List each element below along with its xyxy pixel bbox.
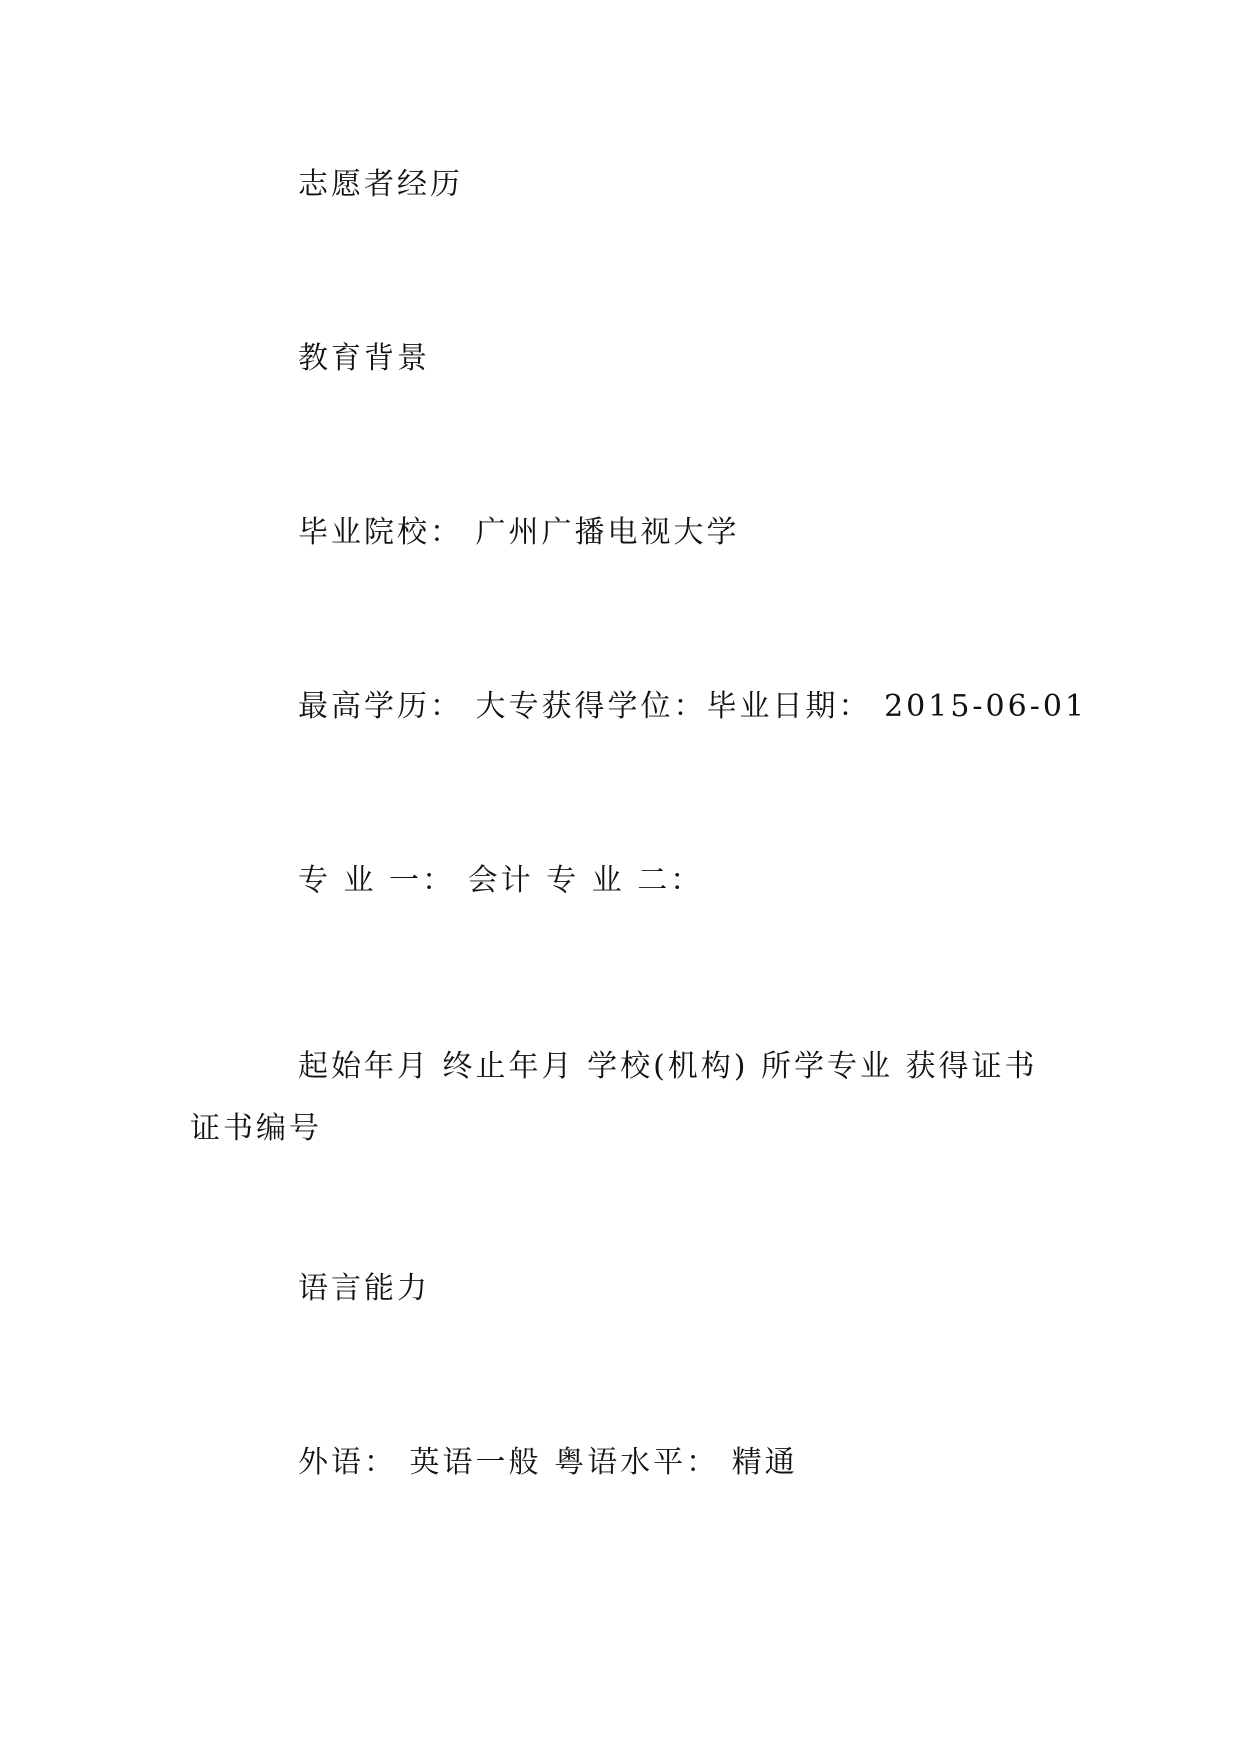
education-background-heading: 教育背景 — [298, 341, 430, 376]
foreign-language-line: 外语： 英语一般 粤语水平： 精通 — [298, 1445, 798, 1480]
highest-degree-line: 最高学历： 大专获得学位：毕业日期： 2015-06-01 — [298, 689, 1088, 724]
language-ability-heading: 语言能力 — [298, 1271, 430, 1306]
graduated-school-line: 毕业院校： 广州广播电视大学 — [298, 515, 740, 550]
volunteer-experience-heading: 志愿者经历 — [298, 167, 463, 202]
education-table-header-paragraph: 起始年月 终止年月 学校(机构) 所学专业 获得证书 证书编号 — [190, 1049, 1038, 1146]
major-line: 专 业 一： 会计 专 业 二： — [298, 863, 704, 898]
